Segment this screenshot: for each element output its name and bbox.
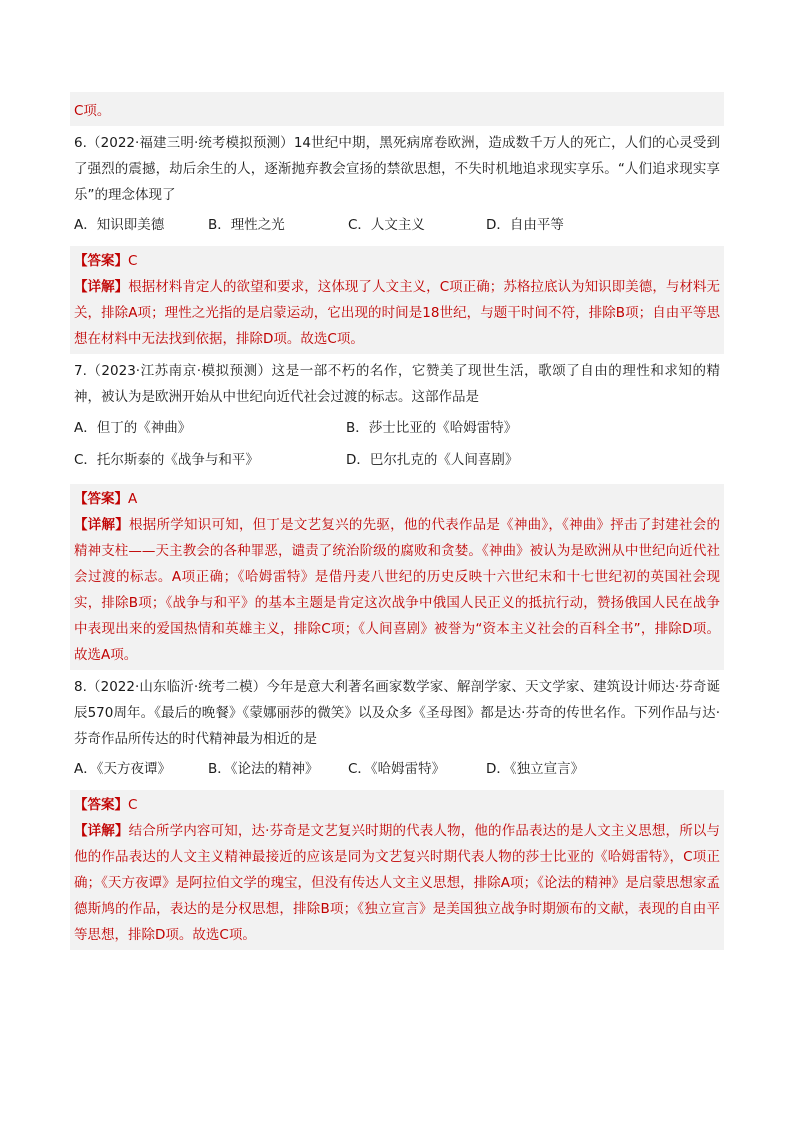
question-8-stem: 8.（2022·山东临沂·统考二模）今年是意大利著名画家数学家、解剖学家、天文学家、建筑设计师达·芬奇诞辰570周年。《最后的晚餐》《蒙娜丽莎的微笑》以及众多《圣母图》都是达·芬奇的传世名作。下列作品与达·芬奇作品所传达的时代精神最为相近的是 — [74, 679, 720, 747]
question-8-solution — [70, 790, 724, 950]
q7-option-a: A．但丁的《神曲》 — [74, 420, 192, 436]
q7-detail: 根据所学知识可知，但丁是文艺复兴的先驱，他的代表作品是《神曲》，《神曲》抨击了封建社会的精神支柱——天主教会的各种罪恶，谴责了统治阶级的腐败和贪婪。《神曲》被认为是欧洲从中世纪向近代社会过渡的标志。A项正确；《哈姆雷特》是借丹麦八世纪的历史反映十六世纪末和十七世纪初的英国社会现实，排除B项；《战争与和平》的基本主题是肯定这次战争中俄国人民正义的抵抗行动，赞扬俄国人民在战争中表现出来的爱国热情和英雄主义，排除C项；《人间喜剧》被誉为“资本主义社会的百科全书”，排除D项。故选A项。 — [74, 517, 721, 663]
q6-detail-label: 【详解】 — [74, 279, 129, 295]
q6-option-c: C．人文主义 — [348, 217, 425, 233]
question-8-options — [70, 752, 724, 784]
q8-detail: 结合所学内容可知，达·芬奇是文艺复兴时期的代表人物，他的作品表达的是人文主义思想，所以与他的作品表达的人文主义精神最接近的应该是同为文艺复兴时期代表人物的莎士比亚的《哈姆雷特》，C项正确；《天方夜谭》是阿拉伯文学的瑰宝，但没有传达人文主义思想，排除A项；《论法的精神》是启蒙思想家孟德斯鸠的作品，表达的是分权思想，排除B项；《独立宣言》是美国独立战争时期颁布的文献，表现的自由平等思想，排除D项。故选C项。 — [74, 823, 721, 943]
q7-option-b: B．莎士比亚的《哈姆雷特》 — [346, 420, 518, 436]
q7-detail-label: 【详解】 — [74, 517, 129, 533]
q8-option-b: B．《论法的精神》 — [208, 761, 319, 777]
question-6-stem: 6.（2022·福建三明·统考模拟预测）14世纪中期，黑死病席卷欧洲，造成数千万人的死亡，人们的心灵受到了强烈的震撼，劫后余生的人，逐渐抛弃教会宣扬的禁欲思想，不失时机地追求现实享乐。“人们追求现实享乐”的理念体现了 — [74, 135, 720, 203]
q6-answer: C — [128, 253, 138, 269]
q7-answer-label: 【答案】 — [74, 491, 128, 507]
q8-option-c: C．《哈姆雷特》 — [348, 761, 446, 777]
question-7-stem: 7.（2023·江苏南京·模拟预测）这是一部不朽的名作，它赞美了现世生活，歌颂了自由的理性和求知的精神，被认为是欧洲开始从中世纪向近代社会过渡的标志。这部作品是 — [74, 363, 720, 405]
previous-explanation-tail — [70, 92, 724, 126]
q8-option-a: A．《天方夜谭》 — [74, 761, 171, 777]
q8-detail-label: 【详解】 — [74, 823, 129, 839]
q7-option-d: D．巴尔扎克的《人间喜剧》 — [346, 452, 519, 468]
q6-option-a: A．知识即美德 — [74, 217, 165, 233]
q8-answer-label: 【答案】 — [74, 797, 128, 813]
q7-answer: A — [128, 491, 138, 507]
q7-option-c: C．托尔斯泰的《战争与和平》 — [74, 452, 259, 468]
q6-detail: 根据材料肯定人的欲望和要求，这体现了人文主义，C项正确；苏格拉底认为知识即美德，与材料无关，排除A项；理性之光指的是启蒙运动，它出现的时间是18世纪，与题干时间不符，排除B项；自由平等思想在材料中无法找到依据，排除D项。故选C项。 — [74, 279, 720, 347]
q8-option-d: D．《独立宣言》 — [486, 761, 585, 777]
q6-answer-label: 【答案】 — [74, 253, 128, 269]
question-6-options — [70, 208, 724, 240]
question-6-solution — [70, 246, 724, 354]
q6-option-b: B．理性之光 — [208, 217, 285, 233]
q8-answer: C — [128, 797, 138, 813]
previous-explanation-text: C项。 — [74, 103, 111, 119]
question-7-options — [70, 410, 724, 478]
question-7-solution — [70, 484, 724, 670]
q6-option-d: D．自由平等 — [486, 217, 564, 233]
document-page — [70, 92, 724, 950]
